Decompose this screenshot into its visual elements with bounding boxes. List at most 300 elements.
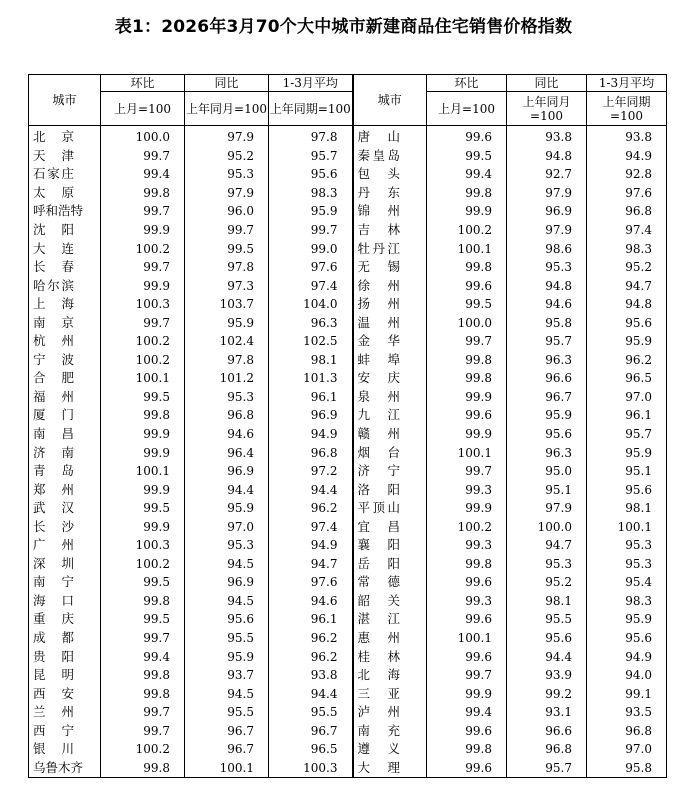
- city-name-right: 包头: [353, 165, 427, 184]
- avg-value-right: 96.5: [587, 369, 667, 388]
- city-name-right: 徐州: [353, 276, 427, 295]
- yoy-value-right: 96.9: [507, 202, 587, 221]
- city-name-left: 昆明: [29, 666, 101, 685]
- city-name-left: 贵阳: [29, 647, 101, 666]
- mom-value-left: 99.8: [101, 684, 185, 703]
- table-title: 表1：2026年3月70个大中城市新建商品住宅销售价格指数: [114, 17, 573, 37]
- avg-value-left: 95.9: [269, 202, 353, 221]
- mom-value-left: 99.5: [101, 573, 185, 592]
- city-name-right: 惠州: [353, 629, 427, 648]
- yoy-value-right: 95.3: [507, 258, 587, 277]
- mom-value-left: 99.8: [101, 592, 185, 611]
- avg-value-right: 95.6: [587, 480, 667, 499]
- avg-value-left: 96.7: [269, 722, 353, 741]
- avg-value-right: 99.1: [587, 684, 667, 703]
- table-body: [29, 126, 667, 778]
- mom-value-left: 99.5: [101, 610, 185, 629]
- city-name-right: 韶关: [353, 592, 427, 611]
- city-name-right: 赣州: [353, 425, 427, 444]
- mom-value-right: 99.7: [427, 666, 507, 685]
- mom-value-left: 100.0: [101, 126, 185, 147]
- avg-value-left: 97.8: [269, 126, 353, 147]
- mom-value-left: 99.7: [101, 313, 185, 332]
- city-name-left: 杭州: [29, 332, 101, 351]
- avg-value-right: 98.3: [587, 592, 667, 611]
- yoy-value-right: 93.1: [507, 703, 587, 722]
- avg-value-right: 95.9: [587, 610, 667, 629]
- mom-value-right: 100.2: [427, 517, 507, 536]
- yoy-value-left: 95.3: [185, 165, 269, 184]
- mom-value-right: 100.2: [427, 221, 507, 240]
- mom-value-left: 100.1: [101, 462, 185, 481]
- mom-value-right: 99.8: [427, 740, 507, 759]
- yoy-value-left: 97.9: [185, 126, 269, 147]
- table-row: [29, 722, 667, 741]
- city-name-right: 无锡: [353, 258, 427, 277]
- avg-value-right: 98.3: [587, 239, 667, 258]
- yoy-value-right: 94.4: [507, 647, 587, 666]
- table-row: [29, 202, 667, 221]
- city-column-header-left: 城市: [29, 75, 101, 126]
- avg-value-right: 96.2: [587, 351, 667, 370]
- city-name-left: 呼和浩特: [29, 202, 101, 221]
- table-row: [29, 740, 667, 759]
- avg-value-left: 97.6: [269, 573, 353, 592]
- mom-value-right: 99.3: [427, 480, 507, 499]
- avg-value-left: 96.9: [269, 406, 353, 425]
- mom-value-left: 99.7: [101, 147, 185, 166]
- avg-value-left: 98.3: [269, 184, 353, 203]
- yoy-value-left: 95.9: [185, 313, 269, 332]
- avg-value-left: 94.6: [269, 592, 353, 611]
- avg-value-right: 95.4: [587, 573, 667, 592]
- avg-header-left: 1-3月平均: [269, 75, 353, 92]
- city-name-right: 温州: [353, 313, 427, 332]
- table-row: [29, 666, 667, 685]
- table-row: [29, 369, 667, 388]
- yoy-value-left: 94.4: [185, 480, 269, 499]
- yoy-value-left: 97.8: [185, 351, 269, 370]
- avg-value-right: 94.7: [587, 276, 667, 295]
- yoy-value-left: 96.7: [185, 722, 269, 741]
- table-row: [29, 165, 667, 184]
- avg-value-right: 93.8: [587, 126, 667, 147]
- city-name-right: 蚌埠: [353, 351, 427, 370]
- city-name-left: 银川: [29, 740, 101, 759]
- table-row: [29, 555, 667, 574]
- yoy-value-right: 92.7: [507, 165, 587, 184]
- city-name-left: 北京: [29, 126, 101, 147]
- yoy-value-left: 93.7: [185, 666, 269, 685]
- avg-value-left: 96.2: [269, 499, 353, 518]
- avg-value-left: 96.2: [269, 647, 353, 666]
- city-name-right: 襄阳: [353, 536, 427, 555]
- avg-value-left: 97.4: [269, 517, 353, 536]
- mom-value-left: 99.9: [101, 480, 185, 499]
- yoy-value-left: 95.2: [185, 147, 269, 166]
- avg-value-left: 94.9: [269, 425, 353, 444]
- city-name-left: 南宁: [29, 573, 101, 592]
- avg-value-left: 96.5: [269, 740, 353, 759]
- city-name-right: 唐山: [353, 126, 427, 147]
- yoy-value-right: 96.3: [507, 443, 587, 462]
- city-name-left: 广州: [29, 536, 101, 555]
- avg-value-right: 95.2: [587, 258, 667, 277]
- yoy-value-right: 95.7: [507, 759, 587, 778]
- mom-value-right: 99.6: [427, 126, 507, 147]
- mom-header-left: 环比: [101, 75, 185, 92]
- mom-value-right: 99.9: [427, 684, 507, 703]
- city-name-right: 北海: [353, 666, 427, 685]
- yoy-value-left: 101.2: [185, 369, 269, 388]
- city-name-right: 安庆: [353, 369, 427, 388]
- avg-value-left: 97.4: [269, 276, 353, 295]
- avg-value-right: 94.8: [587, 295, 667, 314]
- mom-value-right: 100.1: [427, 443, 507, 462]
- avg-value-left: 96.8: [269, 443, 353, 462]
- avg-value-left: 97.6: [269, 258, 353, 277]
- avg-value-right: 93.5: [587, 703, 667, 722]
- yoy-value-right: 95.9: [507, 406, 587, 425]
- city-name-right: 丹东: [353, 184, 427, 203]
- avg-value-right: 95.3: [587, 536, 667, 555]
- mom-value-left: 99.7: [101, 202, 185, 221]
- yoy-value-left: 94.5: [185, 592, 269, 611]
- yoy-value-right: 95.1: [507, 480, 587, 499]
- avg-value-right: 95.3: [587, 555, 667, 574]
- city-name-left: 武汉: [29, 499, 101, 518]
- avg-value-right: 97.4: [587, 221, 667, 240]
- yoy-value-left: 95.9: [185, 499, 269, 518]
- yoy-value-right: 93.9: [507, 666, 587, 685]
- table-row: [29, 647, 667, 666]
- mom-value-left: 99.7: [101, 722, 185, 741]
- table-row: [29, 499, 667, 518]
- avg-value-right: 95.9: [587, 332, 667, 351]
- city-name-left: 南昌: [29, 425, 101, 444]
- yoy-value-right: 94.6: [507, 295, 587, 314]
- city-name-right: 烟台: [353, 443, 427, 462]
- city-name-left: 沈阳: [29, 221, 101, 240]
- table-row: [29, 573, 667, 592]
- avg-subheader-left: 上年同期=100: [269, 92, 353, 126]
- avg-value-right: 97.6: [587, 184, 667, 203]
- avg-value-left: 96.1: [269, 388, 353, 407]
- city-name-left: 宁波: [29, 351, 101, 370]
- table-row: [29, 147, 667, 166]
- city-name-left: 合肥: [29, 369, 101, 388]
- yoy-value-left: 94.5: [185, 555, 269, 574]
- mom-value-right: 99.8: [427, 555, 507, 574]
- yoy-value-left: 96.7: [185, 740, 269, 759]
- city-name-right: 湛江: [353, 610, 427, 629]
- avg-subheader-right: 上年同期=100: [587, 92, 667, 126]
- yoy-value-right: 95.6: [507, 629, 587, 648]
- table-row: [29, 239, 667, 258]
- city-name-right: 济宁: [353, 462, 427, 481]
- mom-value-right: 100.0: [427, 313, 507, 332]
- table-row: [29, 462, 667, 481]
- yoy-value-right: 95.7: [507, 332, 587, 351]
- avg-value-right: 94.9: [587, 647, 667, 666]
- mom-value-right: 99.8: [427, 351, 507, 370]
- table-row: [29, 126, 667, 147]
- table-row: [29, 684, 667, 703]
- mom-value-right: 99.8: [427, 184, 507, 203]
- city-name-right: 桂林: [353, 647, 427, 666]
- city-name-left: 西宁: [29, 722, 101, 741]
- mom-value-left: 99.8: [101, 184, 185, 203]
- avg-value-right: 95.6: [587, 629, 667, 648]
- mom-value-left: 99.9: [101, 221, 185, 240]
- city-name-left: 上海: [29, 295, 101, 314]
- yoy-value-left: 102.4: [185, 332, 269, 351]
- avg-value-right: 95.8: [587, 759, 667, 778]
- city-name-right: 牡丹江: [353, 239, 427, 258]
- avg-value-left: 101.3: [269, 369, 353, 388]
- city-name-right: 金华: [353, 332, 427, 351]
- mom-value-left: 99.7: [101, 258, 185, 277]
- table-row: [29, 332, 667, 351]
- avg-value-left: 95.6: [269, 165, 353, 184]
- mom-value-right: 99.4: [427, 703, 507, 722]
- yoy-value-right: 95.5: [507, 610, 587, 629]
- yoy-value-left: 103.7: [185, 295, 269, 314]
- avg-header-right: 1-3月平均: [587, 75, 667, 92]
- yoy-value-left: 96.9: [185, 462, 269, 481]
- mom-value-right: 99.8: [427, 258, 507, 277]
- mom-value-left: 99.9: [101, 517, 185, 536]
- avg-value-left: 95.5: [269, 703, 353, 722]
- city-name-left: 南京: [29, 313, 101, 332]
- yoy-value-left: 96.4: [185, 443, 269, 462]
- mom-value-right: 100.1: [427, 239, 507, 258]
- mom-value-left: 99.9: [101, 443, 185, 462]
- mom-value-left: 99.8: [101, 666, 185, 685]
- mom-subheader-right: 上月=100: [427, 92, 507, 126]
- table-row: [29, 536, 667, 555]
- city-name-right: 宜昌: [353, 517, 427, 536]
- table-row: [29, 480, 667, 499]
- mom-value-left: 99.9: [101, 425, 185, 444]
- city-name-left: 乌鲁木齐: [29, 759, 101, 778]
- yoy-value-left: 94.5: [185, 684, 269, 703]
- mom-value-right: 99.6: [427, 759, 507, 778]
- yoy-value-right: 95.3: [507, 555, 587, 574]
- yoy-value-left: 96.8: [185, 406, 269, 425]
- yoy-value-left: 100.1: [185, 759, 269, 778]
- yoy-value-left: 95.9: [185, 647, 269, 666]
- mom-value-right: 99.6: [427, 276, 507, 295]
- city-name-left: 郑州: [29, 480, 101, 499]
- mom-value-right: 99.6: [427, 610, 507, 629]
- avg-value-right: 92.8: [587, 165, 667, 184]
- avg-value-left: 95.7: [269, 147, 353, 166]
- city-name-left: 青岛: [29, 462, 101, 481]
- mom-value-left: 100.3: [101, 536, 185, 555]
- city-name-right: 常德: [353, 573, 427, 592]
- mom-value-right: 99.6: [427, 573, 507, 592]
- city-name-right: 泸州: [353, 703, 427, 722]
- yoy-value-left: 99.5: [185, 239, 269, 258]
- city-name-right: 扬州: [353, 295, 427, 314]
- yoy-value-right: 97.9: [507, 221, 587, 240]
- city-name-left: 重庆: [29, 610, 101, 629]
- yoy-value-right: 94.8: [507, 147, 587, 166]
- avg-value-right: 95.7: [587, 425, 667, 444]
- mom-value-right: 99.9: [427, 388, 507, 407]
- city-name-left: 太原: [29, 184, 101, 203]
- mom-value-left: 100.3: [101, 295, 185, 314]
- yoy-value-left: 97.0: [185, 517, 269, 536]
- table-row: [29, 351, 667, 370]
- avg-value-right: 100.1: [587, 517, 667, 536]
- yoy-value-right: 99.2: [507, 684, 587, 703]
- mom-value-left: 99.7: [101, 703, 185, 722]
- table-row: [29, 276, 667, 295]
- mom-value-right: 99.6: [427, 647, 507, 666]
- city-name-right: 洛阳: [353, 480, 427, 499]
- table-header: [29, 75, 667, 126]
- yoy-value-left: 95.3: [185, 536, 269, 555]
- yoy-value-right: 97.9: [507, 499, 587, 518]
- mom-value-left: 99.8: [101, 759, 185, 778]
- yoy-subheader-left: 上年同月=100: [185, 92, 269, 126]
- mom-value-right: 100.1: [427, 629, 507, 648]
- yoy-value-right: 94.7: [507, 536, 587, 555]
- avg-value-right: 95.6: [587, 313, 667, 332]
- yoy-subheader-right: 上年同月=100: [507, 92, 587, 126]
- city-name-left: 天津: [29, 147, 101, 166]
- mom-value-left: 99.5: [101, 388, 185, 407]
- yoy-value-right: 95.0: [507, 462, 587, 481]
- mom-value-right: 99.5: [427, 147, 507, 166]
- mom-value-right: 99.4: [427, 165, 507, 184]
- mom-value-right: 99.6: [427, 406, 507, 425]
- mom-value-right: 99.9: [427, 425, 507, 444]
- city-name-right: 锦州: [353, 202, 427, 221]
- city-name-left: 海口: [29, 592, 101, 611]
- avg-value-right: 94.0: [587, 666, 667, 685]
- table-row: [29, 313, 667, 332]
- avg-value-left: 94.7: [269, 555, 353, 574]
- table-row: [29, 295, 667, 314]
- mom-value-left: 100.2: [101, 239, 185, 258]
- table-row: [29, 184, 667, 203]
- table-row: [29, 517, 667, 536]
- yoy-value-right: 95.8: [507, 313, 587, 332]
- avg-value-left: 100.3: [269, 759, 353, 778]
- avg-value-left: 96.1: [269, 610, 353, 629]
- yoy-value-left: 95.5: [185, 703, 269, 722]
- mom-value-left: 99.5: [101, 499, 185, 518]
- yoy-value-left: 96.0: [185, 202, 269, 221]
- avg-value-left: 102.5: [269, 332, 353, 351]
- mom-value-left: 99.7: [101, 629, 185, 648]
- city-name-right: 秦皇岛: [353, 147, 427, 166]
- table-row: [29, 221, 667, 240]
- table-row: [29, 592, 667, 611]
- yoy-value-left: 95.5: [185, 629, 269, 648]
- avg-value-right: 96.1: [587, 406, 667, 425]
- mom-value-right: 99.7: [427, 332, 507, 351]
- yoy-value-right: 94.8: [507, 276, 587, 295]
- yoy-value-right: 93.8: [507, 126, 587, 147]
- table-row: [29, 425, 667, 444]
- city-name-right: 大理: [353, 759, 427, 778]
- mom-value-left: 100.2: [101, 555, 185, 574]
- yoy-value-left: 95.6: [185, 610, 269, 629]
- yoy-value-left: 97.3: [185, 276, 269, 295]
- avg-value-left: 98.1: [269, 351, 353, 370]
- city-name-right: 九江: [353, 406, 427, 425]
- city-name-left: 深圳: [29, 555, 101, 574]
- mom-value-left: 99.4: [101, 165, 185, 184]
- yoy-value-right: 96.3: [507, 351, 587, 370]
- yoy-value-left: 97.9: [185, 184, 269, 203]
- city-name-left: 成都: [29, 629, 101, 648]
- city-column-header-right: 城市: [353, 75, 427, 126]
- mom-header-right: 环比: [427, 75, 507, 92]
- city-name-right: 岳阳: [353, 555, 427, 574]
- table-row: [29, 258, 667, 277]
- avg-value-left: 99.0: [269, 239, 353, 258]
- yoy-value-right: 98.1: [507, 592, 587, 611]
- yoy-header-left: 同比: [185, 75, 269, 92]
- mom-value-left: 100.2: [101, 351, 185, 370]
- yoy-value-right: 96.7: [507, 388, 587, 407]
- yoy-value-right: 96.8: [507, 740, 587, 759]
- avg-value-left: 97.2: [269, 462, 353, 481]
- city-name-left: 长沙: [29, 517, 101, 536]
- table-row: [29, 759, 667, 778]
- mom-value-left: 100.1: [101, 369, 185, 388]
- avg-value-left: 94.4: [269, 480, 353, 499]
- yoy-value-right: 97.9: [507, 184, 587, 203]
- table-row: [29, 703, 667, 722]
- mom-value-right: 99.6: [427, 722, 507, 741]
- mom-value-right: 99.8: [427, 369, 507, 388]
- mom-value-right: 99.3: [427, 592, 507, 611]
- city-name-left: 兰州: [29, 703, 101, 722]
- mom-value-right: 99.9: [427, 499, 507, 518]
- city-name-right: 吉林: [353, 221, 427, 240]
- yoy-value-right: 95.6: [507, 425, 587, 444]
- avg-value-right: 94.9: [587, 147, 667, 166]
- avg-value-left: 104.0: [269, 295, 353, 314]
- mom-value-right: 99.7: [427, 462, 507, 481]
- city-name-left: 福州: [29, 388, 101, 407]
- yoy-header-right: 同比: [507, 75, 587, 92]
- city-name-right: 平顶山: [353, 499, 427, 518]
- avg-value-left: 94.4: [269, 684, 353, 703]
- avg-value-right: 98.1: [587, 499, 667, 518]
- city-name-left: 哈尔滨: [29, 276, 101, 295]
- yoy-value-right: 100.0: [507, 517, 587, 536]
- city-name-right: 三亚: [353, 684, 427, 703]
- table-row: [29, 610, 667, 629]
- table-row: [29, 629, 667, 648]
- mom-value-right: 99.9: [427, 202, 507, 221]
- yoy-value-left: 95.3: [185, 388, 269, 407]
- yoy-value-right: 95.2: [507, 573, 587, 592]
- mom-value-right: 99.5: [427, 295, 507, 314]
- table-row: [29, 406, 667, 425]
- avg-value-left: 93.8: [269, 666, 353, 685]
- avg-value-left: 96.2: [269, 629, 353, 648]
- mom-value-left: 100.2: [101, 740, 185, 759]
- avg-value-right: 95.1: [587, 462, 667, 481]
